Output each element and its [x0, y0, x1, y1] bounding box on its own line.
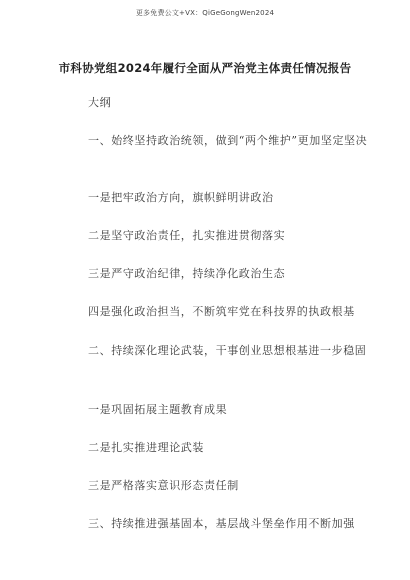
- outline-item: 一是把牢政治方向，旗帜鲜明讲政治: [88, 191, 274, 204]
- outline-item: 一、始终坚持政治统领，做到“两个维护”更加坚定坚决: [88, 134, 368, 147]
- outline-item: 三、持续推进强基固本，基层战斗堡垒作用不断加强: [88, 517, 355, 530]
- outline-item: 一是巩固拓展主题教育成果: [88, 403, 228, 416]
- outline-item: 三是严格落实意识形态责任制: [88, 479, 239, 492]
- outline-item: 四是强化政治担当，不断筑牢党在科技界的执政根基: [88, 305, 355, 318]
- outline-item: 二、持续深化理论武装，干事创业思想根基进一步稳固: [88, 344, 367, 357]
- outline-item: 二是扎实推进理论武装: [88, 441, 204, 454]
- outline-item: 二是坚守政治责任，扎实推进贯彻落实: [88, 229, 286, 242]
- header-note: 更多免费公文+VX：QiGeGongWen2024: [135, 9, 275, 17]
- document-title: 市科协党组2024年履行全面从严治党主体责任情况报告: [58, 61, 352, 75]
- outline-item: 三是严守政治纪律，持续净化政治生态: [88, 267, 286, 280]
- outline-label: 大纲: [88, 96, 112, 109]
